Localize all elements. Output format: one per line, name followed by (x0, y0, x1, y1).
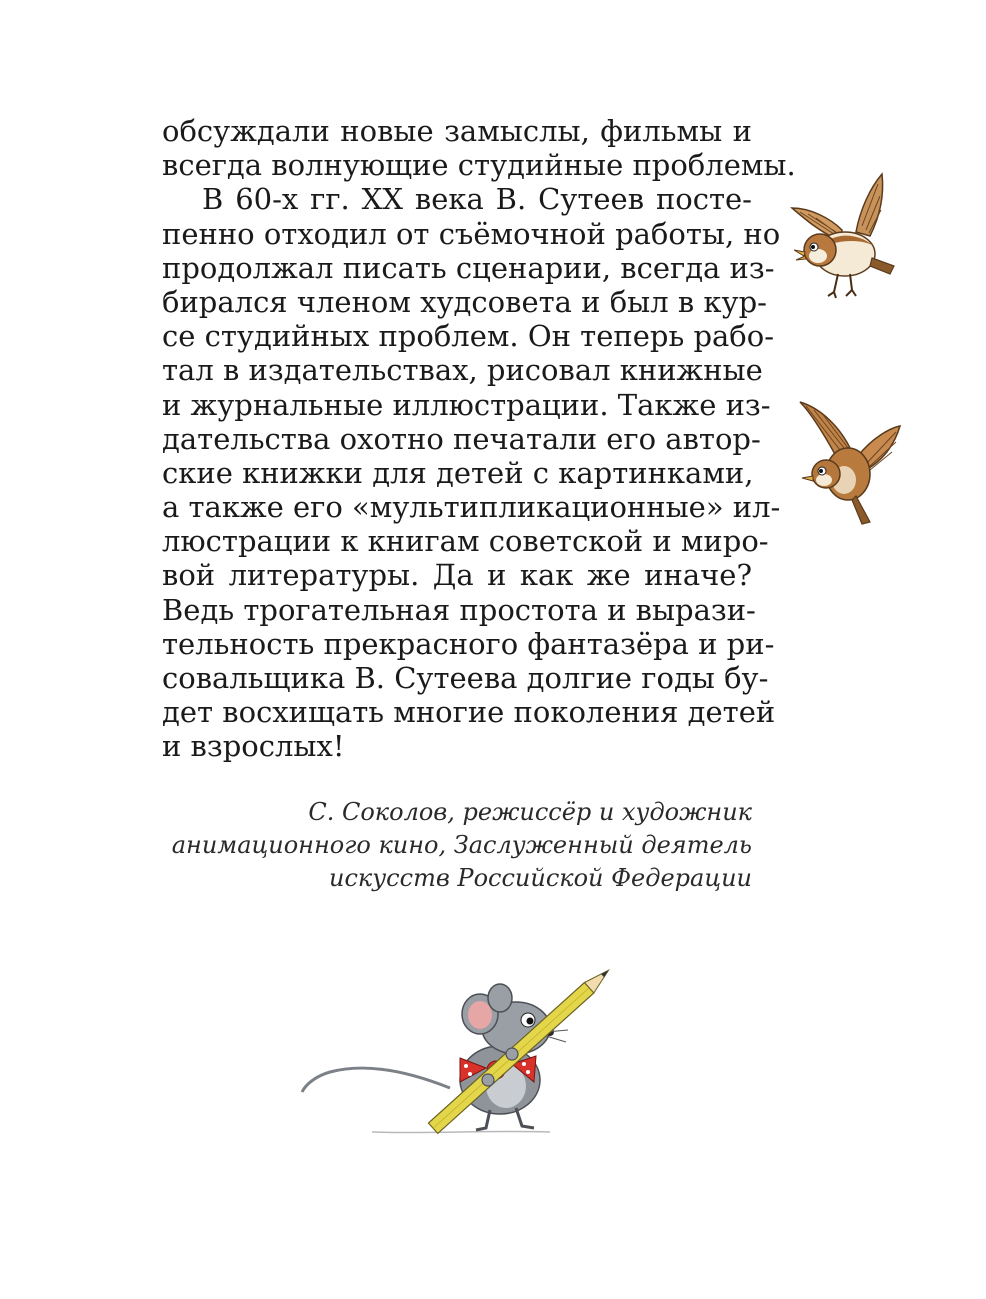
text-line: ские книжки для детей с картинками, (162, 455, 754, 490)
text-line: дательства охотно печатали его автор- (162, 421, 761, 456)
bird-illustration-flying (796, 398, 904, 530)
text-line: совальщика В. Сутеева долгие годы бу- (162, 661, 769, 695)
text-line: пенно отходил от съёмочной работы, но (162, 216, 781, 251)
text-line: тельность прекрасного фантазёра и ри- (162, 626, 775, 661)
attribution-line: анимационного кино, Заслуженный деятель (171, 831, 752, 859)
attribution-line: С. Соколов, режиссёр и художник (308, 798, 752, 826)
mouse-with-pencil-illustration (300, 968, 640, 1143)
text-line: обсуждали новые замыслы, фильмы и (162, 114, 752, 148)
text-line: бирался членом худсовета и был в кур- (162, 284, 767, 319)
text-line: тал в издательствах, рисовал книжные (162, 353, 763, 388)
text-line: люстрации к книгам советской и миро- (162, 524, 769, 559)
text-line: В 60-х гг. XX века В. Сутеев посте- (202, 182, 752, 217)
text-line: а также его «мультипликационные» ил- (162, 490, 781, 525)
body-text (162, 114, 796, 764)
attribution-line: искусств Российской Федерации (329, 864, 752, 892)
text-line: вой литературы. Да и как же иначе? (162, 558, 752, 593)
text-line: Ведь трогательная простота и вырази- (162, 592, 756, 627)
bird-illustration-top (790, 170, 900, 305)
text-line: всегда волнующие студийные проблемы. (162, 148, 796, 183)
text-line: дет восхищать многие поколения детей (162, 695, 776, 730)
text-line: и взрослых! (162, 729, 345, 764)
text-line: се студийных проблем. Он теперь рабо- (162, 319, 775, 354)
text-line: и журнальные иллюстрации. Также из- (162, 387, 771, 422)
text-line: продолжал писать сценарии, всегда из- (162, 250, 775, 285)
attribution (162, 796, 752, 895)
